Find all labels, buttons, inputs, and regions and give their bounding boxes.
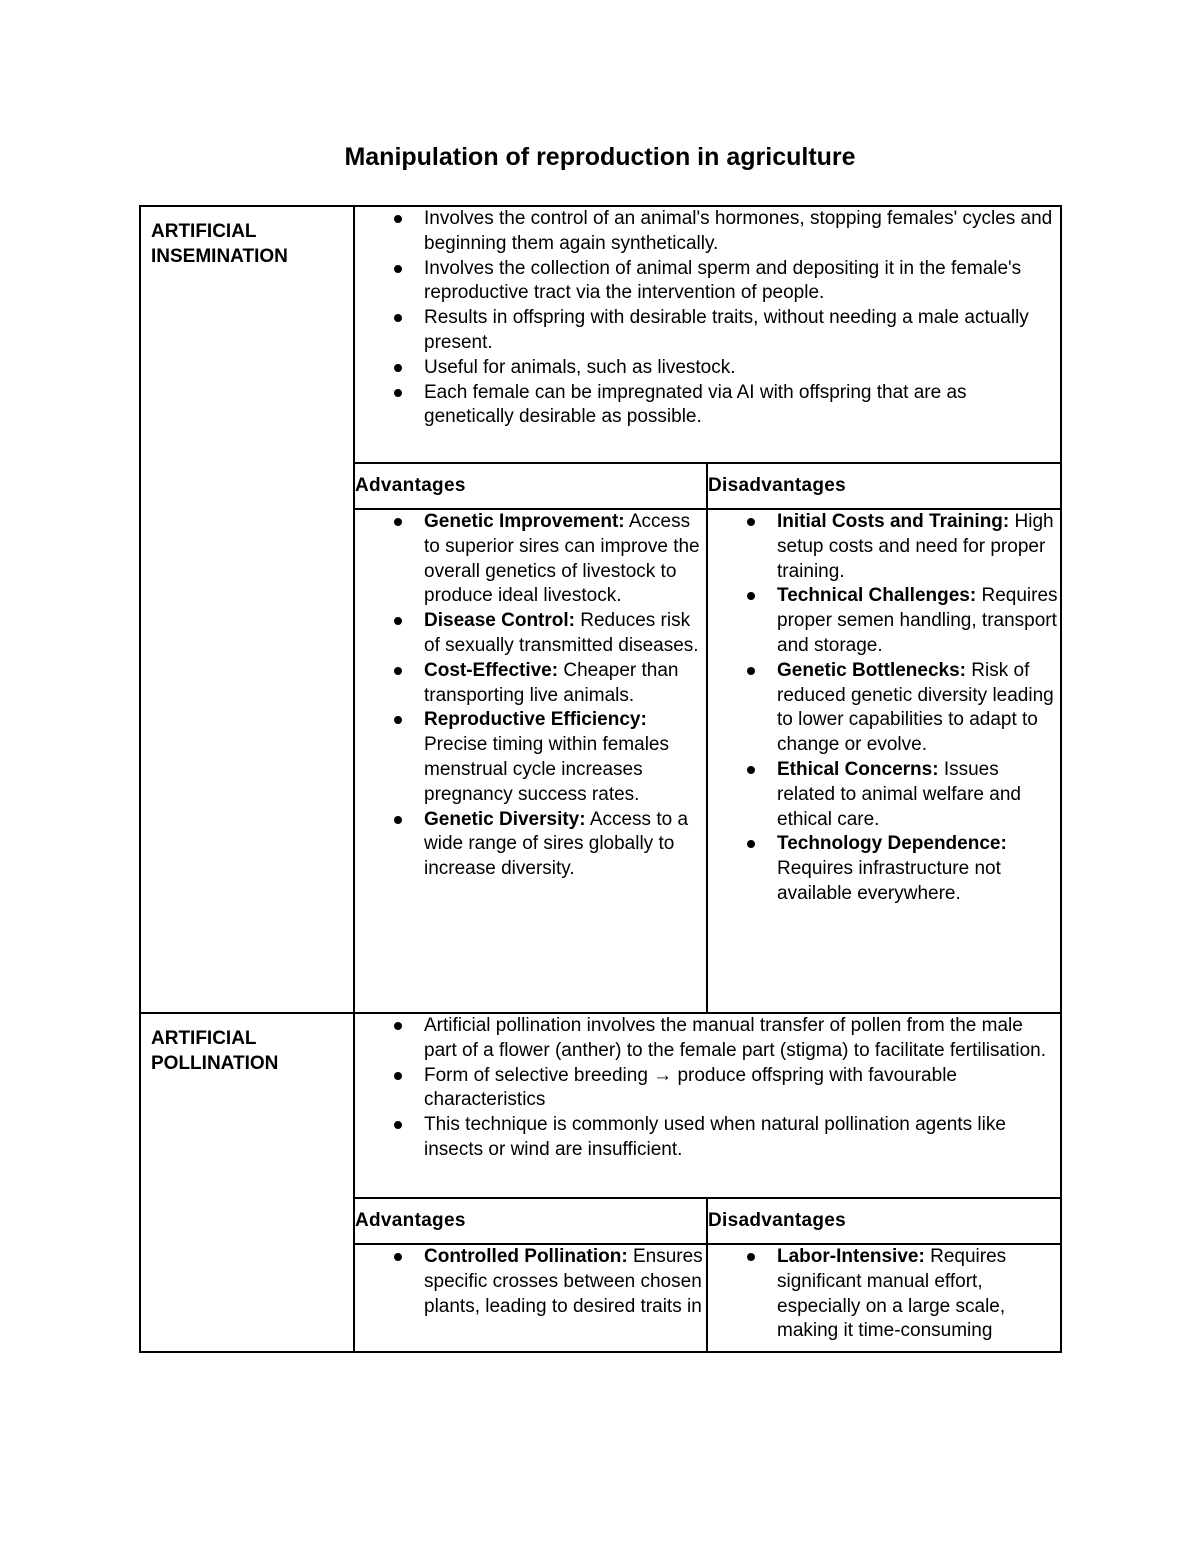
item-term: Initial Costs and Training: — [777, 511, 1010, 532]
item-term: Technical Challenges: — [777, 585, 977, 607]
ap-description-row — [140, 1013, 1061, 1198]
ai-disadvantages-cell — [707, 509, 1061, 1013]
reproduction-table — [139, 205, 1062, 1353]
ap-label-cell — [140, 1013, 354, 1352]
list-item: Involves the control of an animal's hormones, stopping females' cycles and beginning them again synthetically. — [424, 207, 1060, 257]
list-item: Results in offspring with desirable traits, without needing a male actually present. — [424, 306, 1060, 356]
section-label: ARTIFICIAL INSEMINATION — [151, 221, 288, 267]
disadvantages-list — [708, 1245, 1060, 1344]
item-term: Controlled Pollination: — [424, 1246, 628, 1267]
advantages-clip — [355, 1245, 706, 1319]
item-term: Reproductive Efficiency: — [424, 709, 647, 731]
item-text: Requires proper semen handling, transport and storage. — [777, 585, 1058, 656]
list-item — [424, 609, 706, 659]
list-item — [424, 659, 706, 709]
item-text: Precise timing within females menstrual cycle increases pregnancy success rates. — [424, 734, 669, 805]
item-text: Risk of reduced genetic diversity leading to lower capabilities to adapt to change or evolve. — [777, 659, 1054, 756]
list-item: Artificial pollination involves the manual transfer of pollen from the male part of a flower (anther) to the female part (stigma) to facilitate fertilisation. — [424, 1014, 1060, 1064]
item-term: Genetic Bottlenecks: — [777, 659, 966, 681]
disadvantages-header: Disadvantages — [707, 1198, 1061, 1244]
ai-description-cell — [354, 206, 1061, 463]
item-text: Requires infrastructure not available everywhere. — [777, 858, 1001, 904]
ap-points-list — [355, 1014, 1060, 1163]
ai-description-row — [140, 206, 1061, 463]
ai-points-list — [355, 207, 1060, 430]
ai-label-cell — [140, 206, 354, 1013]
item-term: Disease Control: — [424, 610, 575, 632]
list-item — [777, 510, 1060, 584]
section-label: ARTIFICIAL POLLINATION — [151, 1028, 279, 1074]
item-term: Genetic Diversity: — [424, 808, 586, 830]
list-item — [777, 659, 1060, 758]
item-term: Cost-Effective: — [424, 659, 559, 681]
ap-advantages-cell — [354, 1244, 707, 1352]
ap-disadvantages-cell — [707, 1244, 1061, 1352]
list-item — [424, 1245, 706, 1319]
ai-advantages-cell — [354, 509, 707, 1013]
item-text: Issues related to animal welfare and ethical care. — [777, 758, 1021, 830]
list-item: Form of selective breeding → produce offspring with favourable characteristics — [424, 1064, 1060, 1114]
advantages-list — [355, 1245, 706, 1319]
list-item — [777, 832, 1060, 906]
item-text: Cheaper than transporting live animals. — [424, 659, 679, 706]
disadvantages-header: Disadvantages — [707, 463, 1061, 509]
disadvantages-list — [708, 510, 1060, 907]
list-item — [424, 808, 706, 882]
list-item: Each female can be impregnated via AI with offspring that are as genetically desirable as possible. — [424, 381, 1060, 431]
list-item — [777, 758, 1060, 832]
page-title: Manipulation of reproduction in agriculture — [344, 143, 856, 171]
list-item — [424, 510, 706, 609]
list-item: Useful for animals, such as livestock. — [424, 356, 1060, 381]
list-item: This technique is commonly used when natural pollination agents like insects or wind are insufficient. — [424, 1113, 1060, 1163]
item-text: Access to superior sires can improve the overall genetics of livestock to produce ideal livestock. — [424, 511, 700, 607]
list-item — [424, 708, 706, 807]
ap-description-cell — [354, 1013, 1061, 1198]
item-text: Requires significant manual effort, especially on a large scale, making it time-consuming — [777, 1246, 1007, 1342]
item-term: Ethical Concerns: — [777, 758, 939, 780]
item-text: Reduces risk of sexually transmitted diseases. — [424, 610, 699, 656]
list-item: Involves the collection of animal sperm and depositing it in the female's reproductive tract via the intervention of people. — [424, 257, 1060, 307]
item-text: Access to a wide range of sires globally to increase diversity. — [424, 808, 689, 880]
item-term: Labor-Intensive: — [777, 1246, 925, 1267]
advantages-list — [355, 510, 706, 882]
advantages-header: Advantages — [354, 1198, 707, 1244]
disadvantages-clip — [708, 1245, 1060, 1344]
item-term: Technology Dependence: — [777, 833, 1007, 855]
item-text: High setup costs and need for proper training. — [777, 511, 1054, 582]
item-text: Ensures specific crosses between chosen plants, leading to desired traits in — [424, 1246, 703, 1317]
advantages-header: Advantages — [354, 463, 707, 509]
list-item — [777, 1245, 1060, 1344]
list-item — [777, 584, 1060, 658]
item-term: Genetic Improvement: — [424, 511, 625, 532]
